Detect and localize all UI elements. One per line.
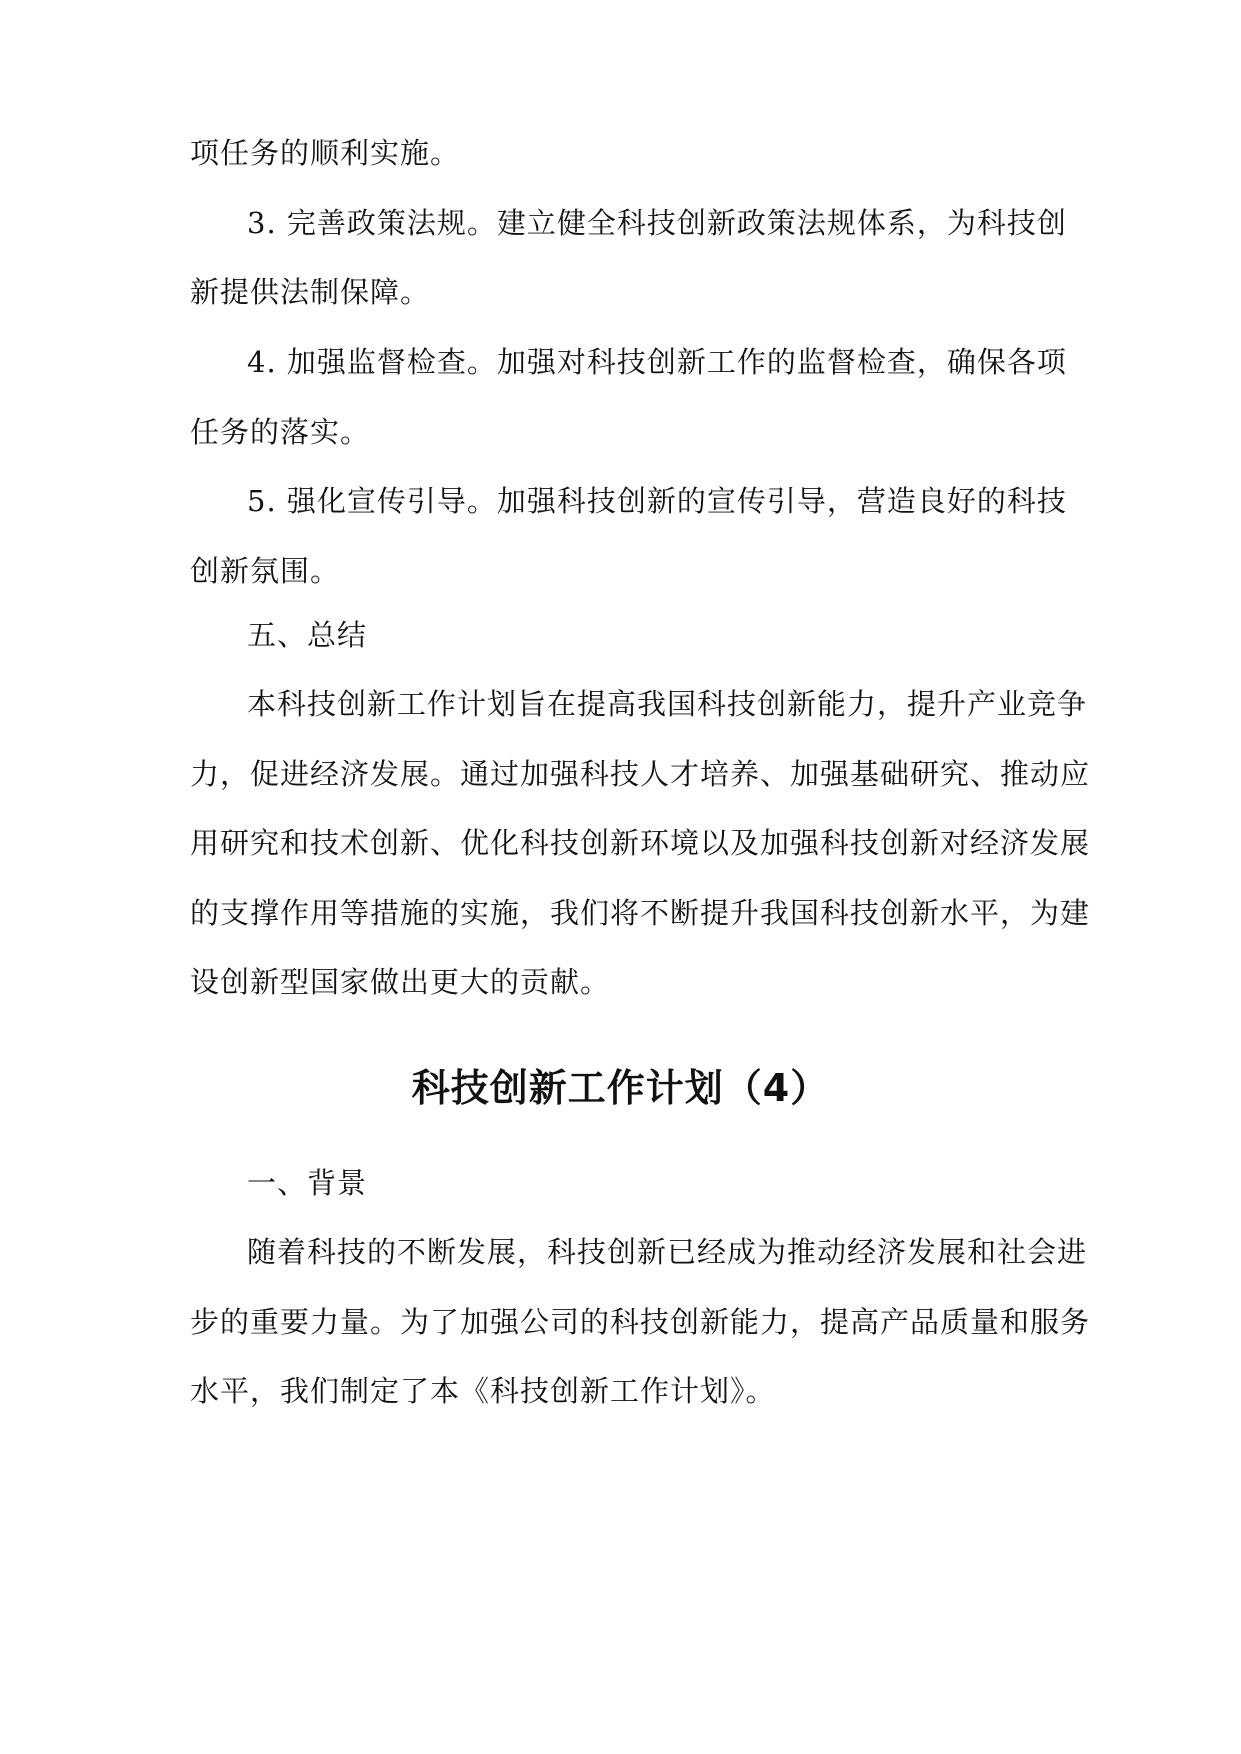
summary-line-2: 力，促进经济发展。通过加强科技人才培养、加强基础研究、推动应 [190,757,1091,791]
summary-line-5: 设创新型国家做出更大的贡献。 [190,965,611,999]
section-heading-background: 一、背景 [247,1166,368,1200]
page-title: 科技创新工作计划（4） [411,1066,830,1110]
section-heading-summary: 五、总结 [247,618,368,652]
background-line-3: 水平，我们制定了本《科技创新工作计划》。 [190,1374,776,1408]
background-line-1: 随着科技的不断发展，科技创新已经成为推动经济发展和社会进 [247,1235,1088,1269]
list-item-3-line-1: 3. 完善政策法规。建立健全科技创新政策法规体系，为科技创 [247,206,1067,240]
list-item-5-line-1: 5. 强化宣传引导。加强科技创新的宣传引导，营造良好的科技 [247,484,1067,518]
background-line-2: 步的重要力量。为了加强公司的科技创新能力，提高产品质量和服务 [190,1305,1091,1339]
paragraph-line: 项任务的顺利实施。 [190,136,461,170]
summary-line-1: 本科技创新工作计划旨在提高我国科技创新能力，提升产业竞争 [247,687,1088,721]
list-item-5-line-2: 创新氛围。 [190,554,341,588]
list-item-4-line-1: 4. 加强监督检查。加强对科技创新工作的监督检查，确保各项 [247,345,1067,379]
summary-line-4: 的支撑作用等措施的实施，我们将不断提升我国科技创新水平，为建 [190,896,1091,930]
summary-line-3: 用研究和技术创新、优化科技创新环境以及加强科技创新对经济发展 [190,826,1091,860]
list-item-3-line-2: 新提供法制保障。 [190,275,431,309]
list-item-4-line-2: 任务的落实。 [190,415,371,449]
